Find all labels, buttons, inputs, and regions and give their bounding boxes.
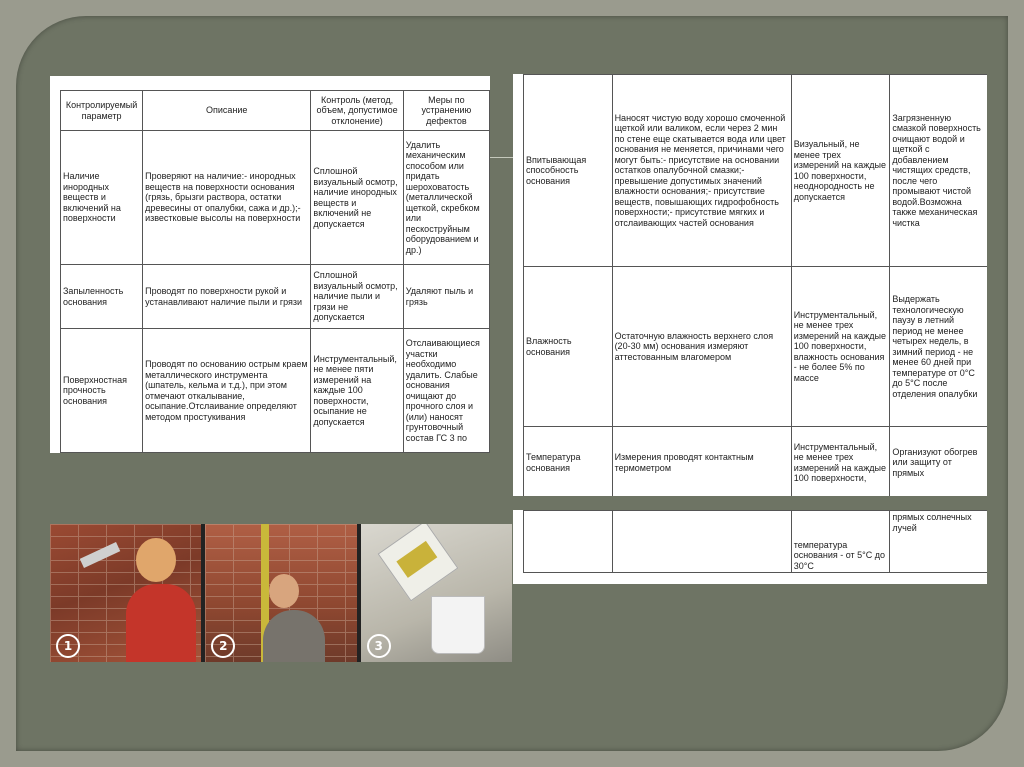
header-cell: Описание bbox=[143, 91, 311, 131]
left-table bbox=[60, 90, 490, 453]
header-cell: Контролируемый параметр bbox=[61, 91, 143, 131]
worker-body bbox=[263, 610, 325, 662]
table-header-row bbox=[61, 91, 490, 131]
table-row bbox=[524, 267, 988, 427]
header-cell: Контроль (метод, объем, допустимое отклонение) bbox=[311, 91, 403, 131]
right-table-panel bbox=[513, 74, 987, 496]
table-cell bbox=[524, 511, 613, 573]
primer-canister-icon bbox=[377, 524, 458, 601]
table-cell: Температура основания bbox=[524, 427, 613, 497]
table-row bbox=[61, 131, 490, 265]
table-row bbox=[524, 75, 988, 267]
table-cell: Организуют обогрев или защиту от прямых bbox=[890, 427, 987, 497]
table-cell: Инструментальный, не менее пяти измерений на каждые 100 поверхности, осыпание не допускается bbox=[311, 329, 403, 453]
table-cell: Запыленность основания bbox=[61, 265, 143, 329]
table-cell: Измерения проводят контактным термометром bbox=[612, 427, 791, 497]
table-cell: Выдержать технологическую паузу в летний период не менее четырех недель, в зимний период - не менее 60 дней при температуре от 0°С до 5°С после отделения опалубки bbox=[890, 267, 987, 427]
table-cell: Влажность основания bbox=[524, 267, 613, 427]
table-cell: Инструментальный, не менее трех измерений на каждые 100 поверхности, влажность основания - не более 5% по массе bbox=[791, 267, 890, 427]
table-cell: Остаточную влажность верхнего слоя (20-30 мм) основания измеряют аттестованным влагомером bbox=[612, 267, 791, 427]
table-cell: Проверяют на наличие:- инородных веществ на поверхности основания (грязь, брызги раствора, остатки древесины от опалубки, сажа и др.);- известковые высолы на поверхности bbox=[143, 131, 311, 265]
table-row bbox=[61, 329, 490, 453]
table-cell: температура основания - от 5°С до 30°С bbox=[791, 511, 890, 573]
photo-primer-mixing bbox=[361, 524, 512, 662]
table-cell: Визуальный, не менее трех измерений на каждые 100 поверхности, неоднородность не допускается bbox=[791, 75, 890, 267]
photo-badge: 2 bbox=[211, 634, 235, 658]
table-row bbox=[524, 511, 988, 573]
bucket-icon bbox=[431, 596, 485, 654]
table-row bbox=[61, 265, 490, 329]
table-cell: Впитывающая способность основания bbox=[524, 75, 613, 267]
canister-label bbox=[396, 541, 437, 578]
table-cell: Инструментальный, не менее трех измерений на каждые 100 поверхности, bbox=[791, 427, 890, 497]
table-cell: Проводят по основанию острым краем металлического инструмента (шпатель, кельма и т.д.), при этом отмечают откалывание, осыпание.Отслаивание определяют методом простукивания bbox=[143, 329, 311, 453]
right-table-continuation bbox=[523, 510, 987, 573]
left-table-panel bbox=[50, 76, 490, 453]
table-cell: Отслаивающиеся участки необходимо удалить. Слабые основания очищают до прочного слоя и (или) наносят грунтовочный состав ГС 3 по bbox=[403, 329, 489, 453]
right-table bbox=[523, 74, 987, 496]
table-cell: Наносят чистую воду хорошо смоченной щеткой или валиком, если через 2 мин по стене еще скатывается вода или цвет основания не меняется, причинами чего могут быть:- присутствие на основании остатков опалубочной смазки;- превышение допустимых значений влажности основания;- присутствие веществ, повышающих гидрофобность поверхности;- присутствие мягких и отслаивающих частей основания bbox=[612, 75, 791, 267]
worker-body bbox=[126, 584, 196, 662]
table-cell: Сплошной визуальный осмотр, наличие инородных веществ и включений не допускается bbox=[311, 131, 403, 265]
table-row bbox=[524, 427, 988, 497]
photo-worker-inspecting-wall bbox=[50, 524, 201, 662]
table-cell: прямых солнечных лучей bbox=[890, 511, 987, 573]
table-cell: Проводят по поверхности рукой и устанавливают наличие пыли и грязи bbox=[143, 265, 311, 329]
table-cell: Загрязненную смазкой поверхность очищают водой и щеткой с добавлением чистящих средств, после чего промывают чистой водой.Возможна также механическая чистка bbox=[890, 75, 987, 267]
photo-strip bbox=[50, 524, 512, 662]
photo-badge: 3 bbox=[367, 634, 391, 658]
table-cell: Поверхностная прочность основания bbox=[61, 329, 143, 453]
photo-worker-leveling bbox=[205, 524, 356, 662]
header-cell: Меры по устранению дефектов bbox=[403, 91, 489, 131]
table-cell: Удаляют пыль и грязь bbox=[403, 265, 489, 329]
table-cell: Наличие инородных веществ и включений на поверхности bbox=[61, 131, 143, 265]
worker-head bbox=[136, 538, 176, 582]
table-cell: Удалить механическим способом или придать шероховатость (металлической щеткой, скребком или пескоструйным оборудованием и др.) bbox=[403, 131, 489, 265]
photo-badge: 1 bbox=[56, 634, 80, 658]
right-table-continuation-panel bbox=[513, 510, 987, 584]
table-cell: Сплошной визуальный осмотр, наличие пыли и грязи не допускается bbox=[311, 265, 403, 329]
table-cell bbox=[612, 511, 791, 573]
